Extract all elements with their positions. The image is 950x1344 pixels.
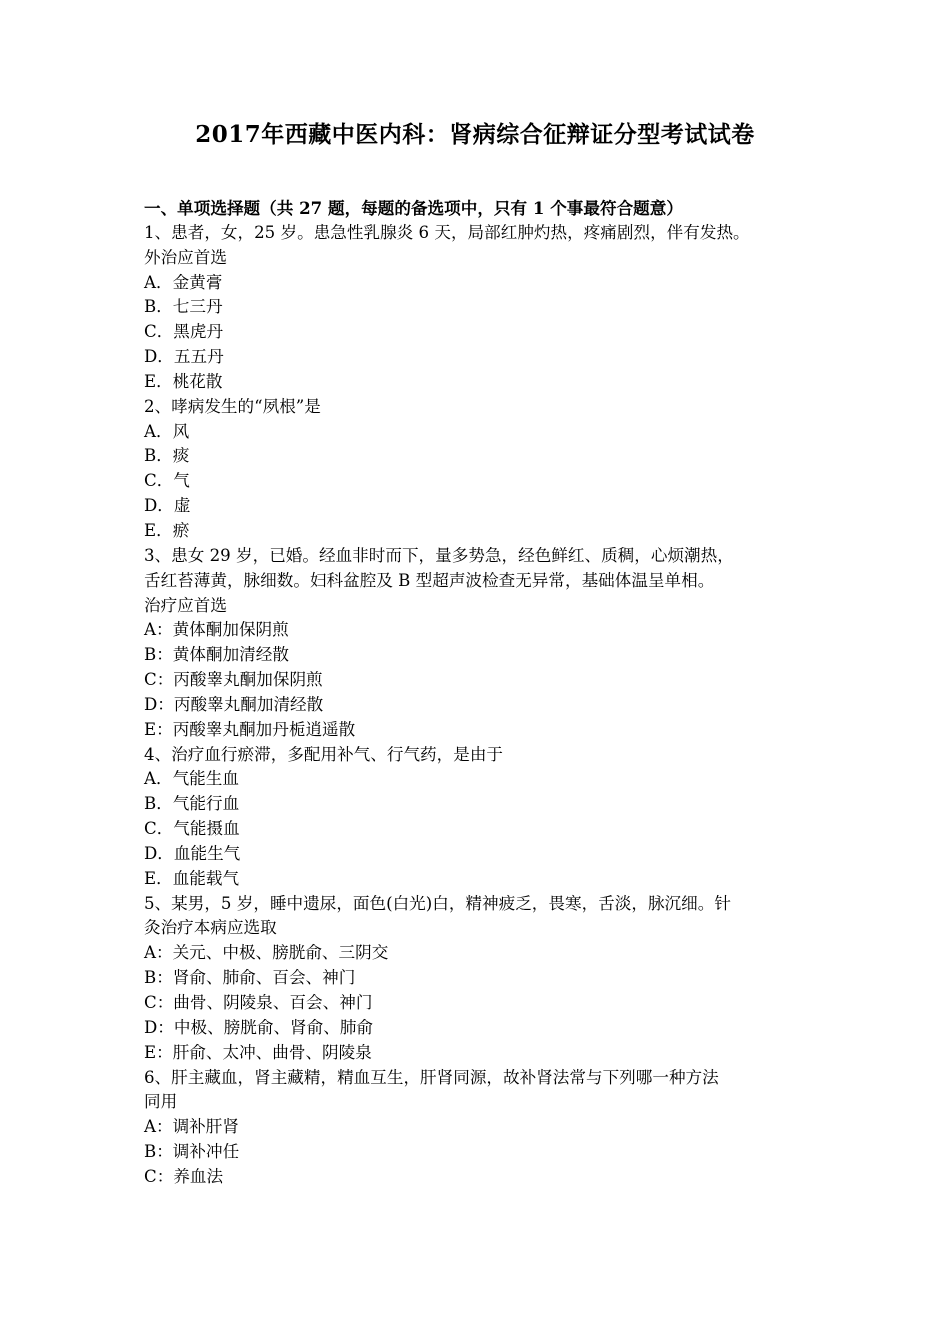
text-line: D：中极、膀胱俞、肾俞、肺俞: [144, 1017, 374, 1037]
document-title: 2017年西藏中医内科：肾病综合征辩证分型考试试卷: [195, 121, 755, 148]
text-line: 治疗应首选: [144, 595, 227, 615]
text-line: B：调补冲任: [144, 1142, 240, 1162]
text-line: E：肝俞、太冲、曲骨、阴陵泉: [144, 1042, 372, 1062]
text-line: B．七三丹: [144, 297, 223, 317]
text-line: A：关元、中极、膀胱俞、三阴交: [144, 943, 389, 963]
text-line: B：黄体酮加清经散: [144, 645, 289, 665]
document-body: [144, 196, 814, 1190]
text-line: A．风: [144, 421, 190, 441]
text-line: B：肾俞、肺俞、百会、神门: [144, 968, 356, 988]
text-line: 灸治疗本病应选取: [144, 918, 277, 938]
text-line: B．气能行血: [144, 794, 240, 814]
text-line: E．瘀: [144, 520, 190, 540]
section-heading: 一、单项选择题（共 27 题，每题的备选项中，只有 1 个事最符合题意）: [144, 198, 683, 218]
text-line: B．痰: [144, 446, 190, 466]
text-line: 6、肝主藏血，肾主藏精，精血互生，肝肾同源，故补肾法常与下列哪一种方法: [144, 1067, 719, 1087]
text-line: C：曲骨、阴陵泉、百会、神门: [144, 993, 373, 1012]
text-line: A．气能生血: [144, 769, 239, 789]
text-line: C．气: [144, 471, 190, 491]
text-line: D．血能生气: [144, 843, 241, 863]
text-line: A：调补肝肾: [144, 1117, 239, 1137]
text-line: 2、哮病发生的“夙根”是: [144, 396, 321, 416]
text-line: 5、某男，5 岁，睡中遗尿，面色(白光)白，精神疲乏，畏寒，舌淡，脉沉细。针: [144, 893, 731, 913]
text-line: 1、患者，女，25 岁。患急性乳腺炎 6 天，局部红肿灼热，疼痛剧烈，伴有发热。: [144, 222, 750, 242]
text-line: E．桃花散: [144, 371, 223, 391]
text-line: E：丙酸睾丸酮加丹栀逍遥散: [144, 719, 356, 739]
text-line: 舌红苔薄黄，脉细数。妇科盆腔及 B 型超声波检查无异常，基础体温呈单相。: [144, 570, 715, 590]
text-line: 3、患女 29 岁，已婚。经血非时而下，量多势急，经色鲜红、质稠，心烦潮热，: [144, 545, 734, 565]
text-line: C．黑虎丹: [144, 322, 224, 342]
text-line: 同用: [144, 1092, 178, 1112]
text-line: D．五五丹: [144, 347, 224, 367]
text-line: C．气能摄血: [144, 819, 240, 839]
text-line: A．金黄膏: [144, 272, 223, 292]
text-line: A：黄体酮加保阴煎: [144, 620, 289, 640]
text-line: C：丙酸睾丸酮加保阴煎: [144, 670, 323, 690]
text-line: E．血能载气: [144, 868, 240, 888]
text-line: C：养血法: [144, 1166, 224, 1186]
text-line: 外治应首选: [144, 247, 227, 267]
text-line: D：丙酸睾丸酮加清经散: [144, 694, 324, 714]
text-line: 4、治疗血行瘀滞，多配用补气、行气药，是由于: [144, 744, 504, 764]
text-line: D．虚: [144, 496, 191, 516]
